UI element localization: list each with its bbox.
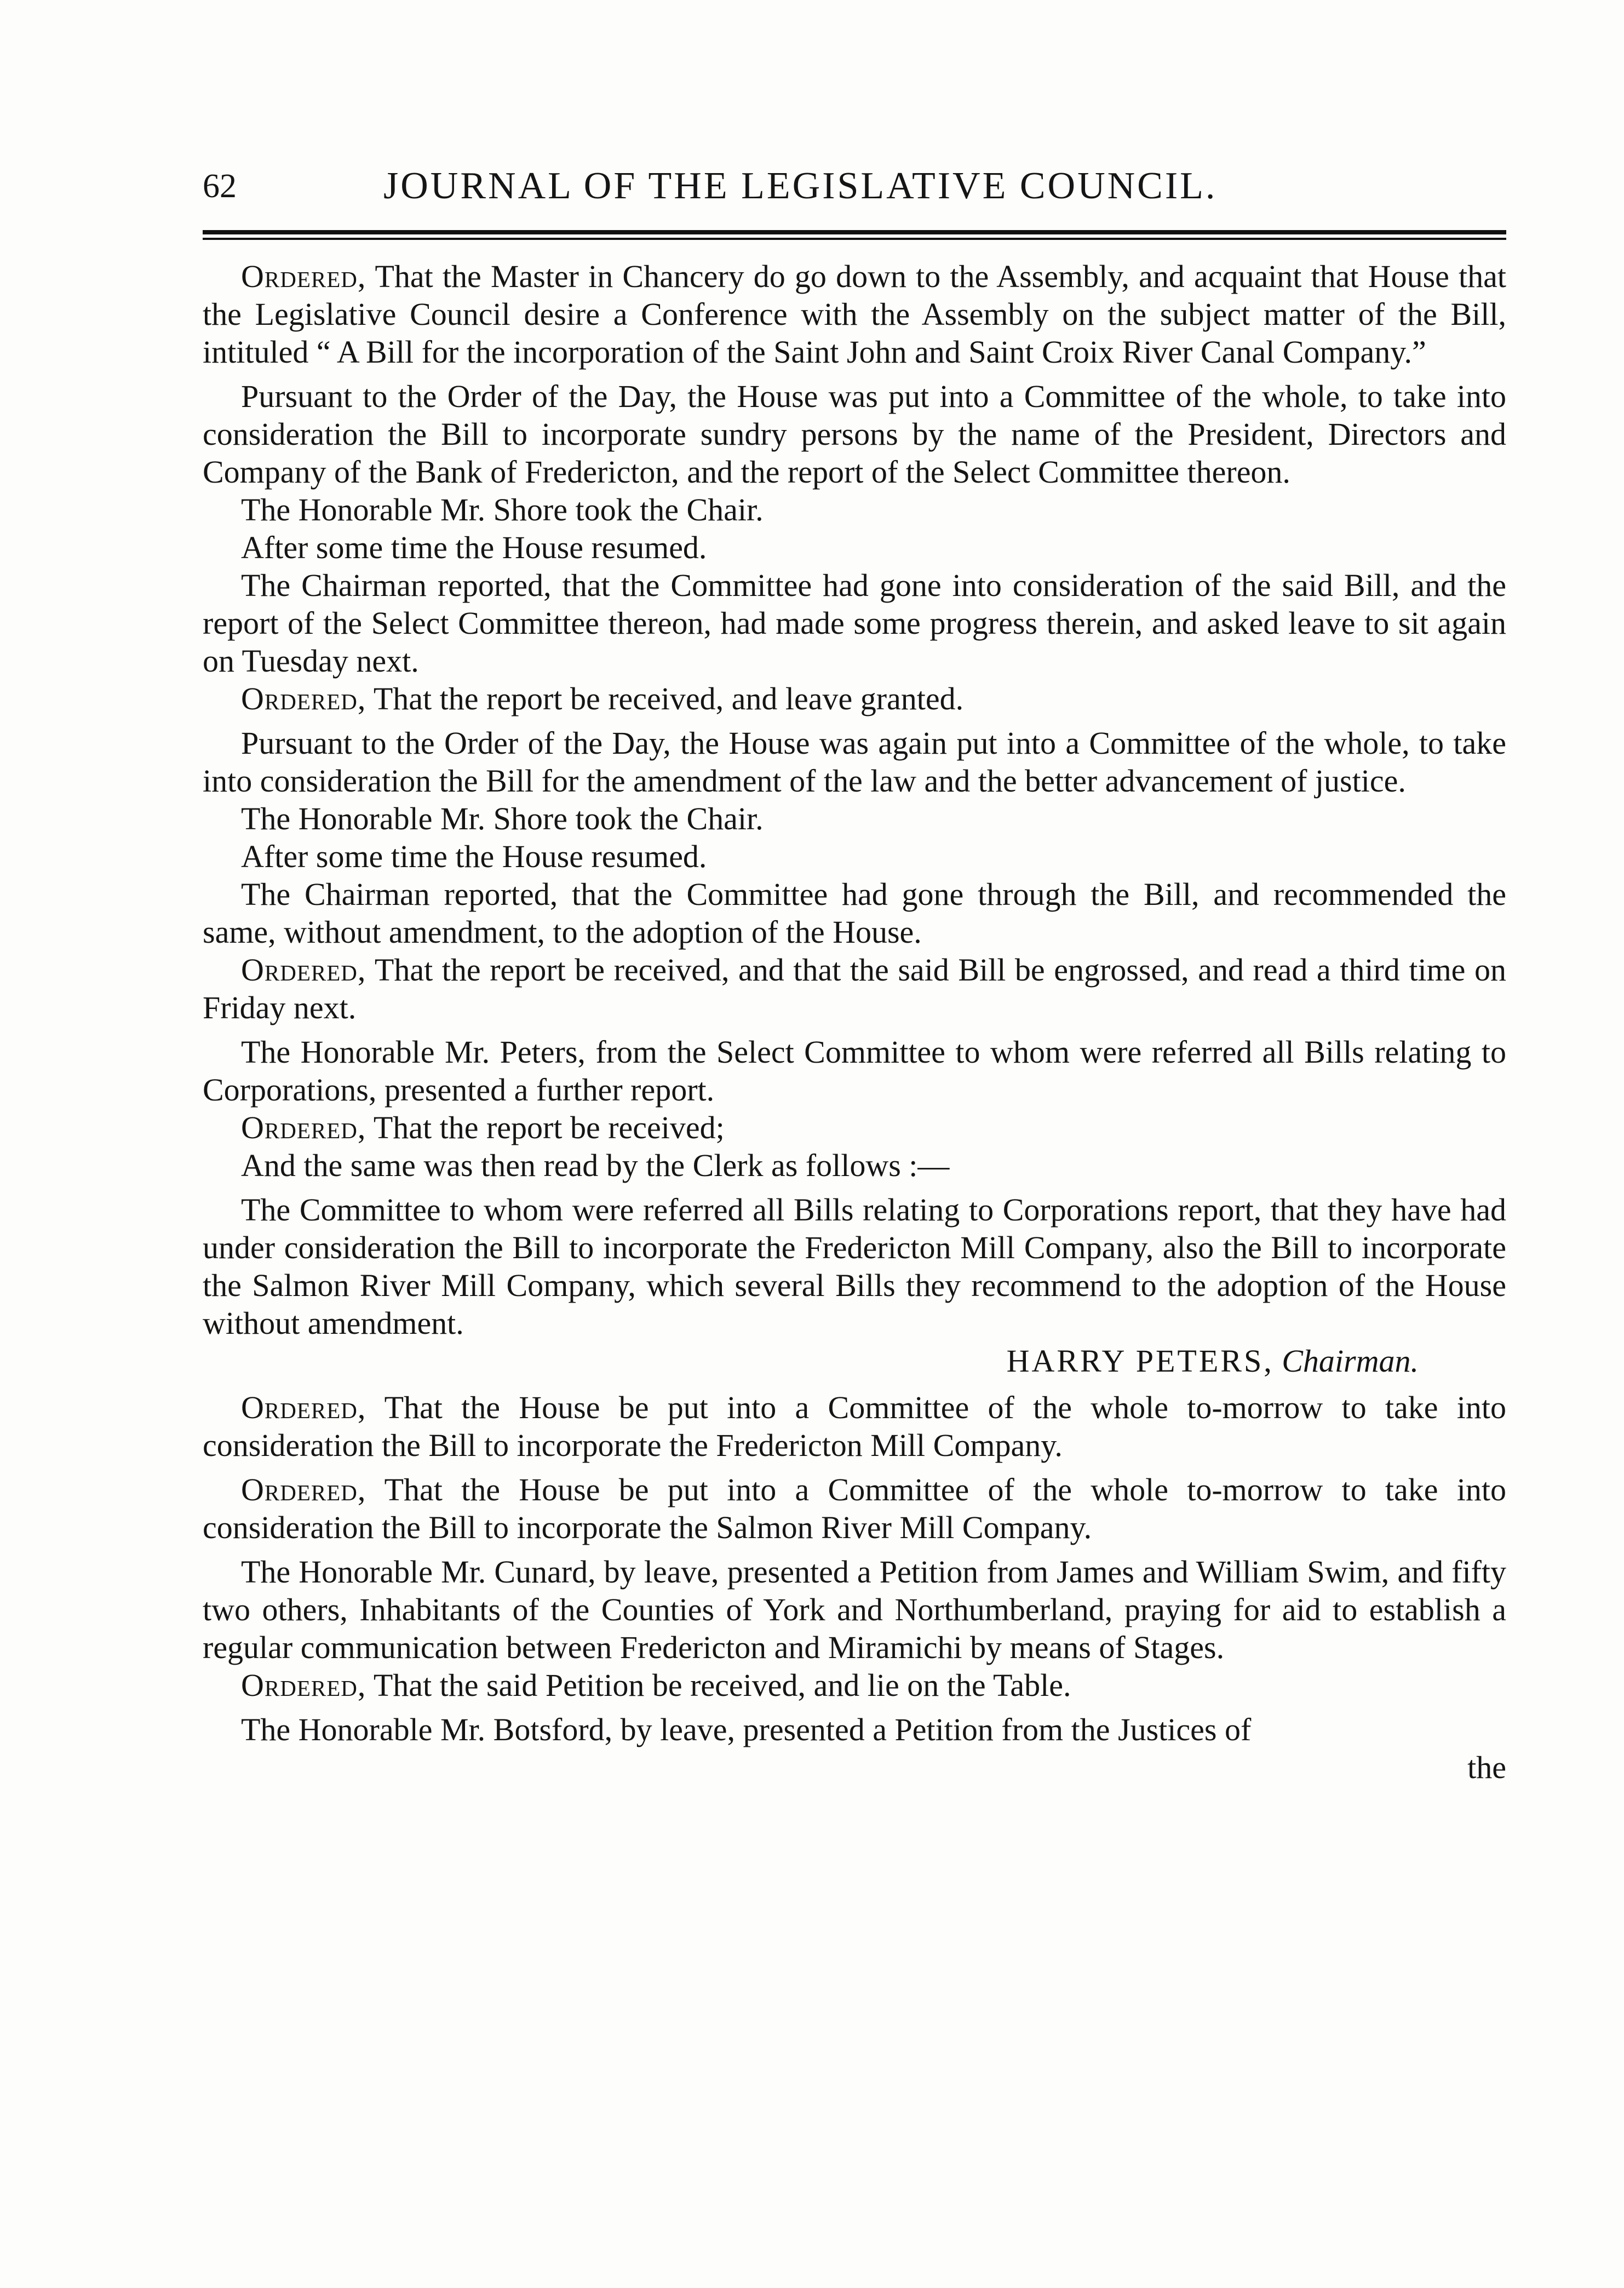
paragraph-text: The Honorable Mr. Botsford, by leave, presented a Petition from the Justices of (241, 1712, 1252, 1747)
paragraph-lead: Ordered, (241, 681, 366, 716)
paragraph-text: That the report be received, and leave granted. (366, 681, 964, 716)
paragraph-text: Pursuant to the Order of the Day, the House was put into a Committee of the whole, to take into consideration the Bill to incorporate sundry persons by the name of the President, Directors and Company of the Bank of Fredericton, and the report of the Select Committee thereon. (203, 379, 1506, 490)
paragraph-text: That the report be received; (366, 1110, 725, 1145)
paragraph (203, 1471, 1506, 1546)
paragraph-text: That the House be put into a Committee of the whole to-morrow to take into consideration the Bill to incorporate the Salmon River Mill Company. (203, 1472, 1506, 1545)
paragraph (203, 377, 1506, 491)
page-header (203, 164, 1506, 225)
paragraph (203, 1146, 1506, 1184)
paragraph (203, 724, 1506, 800)
paragraph-text: After some time the House resumed. (241, 839, 707, 874)
paragraph (203, 951, 1506, 1027)
paragraph-text: That the report be received, and that the said Bill be engrossed, and read a third time on Friday next. (203, 952, 1506, 1025)
paragraph (203, 838, 1506, 875)
paragraph (203, 875, 1506, 951)
header-rule (203, 230, 1506, 240)
paragraph (203, 1109, 1506, 1146)
paragraph-text: The Committee to whom were referred all Bills relating to Corporations report, that they have had under consideration the Bill to incorporate the Fredericton Mill Company, also the Bill to incorporate the Salmon River Mill Company, which several Bills they recommend to the adoption of the House without amendment. (203, 1192, 1506, 1341)
paragraph-lead: Ordered, (241, 1110, 366, 1145)
paragraph (203, 800, 1506, 838)
catchword: the (1467, 1750, 1506, 1785)
paragraph-text: That the House be put into a Committee of the whole to-morrow to take into consideration the Bill to incorporate the Fredericton Mill Company. (203, 1390, 1506, 1463)
paragraph-text: That the Master in Chancery do go down to the Assembly, and acquaint that House that the Legislative Council desire a Conference with the Assembly on the subject matter of the Bill, intituled “ A Bill for the incorporation of the Saint John and Saint Croix River Canal Company.” (203, 259, 1506, 370)
paragraph (203, 1191, 1506, 1342)
paragraph-text: That the said Petition be received, and lie on the Table. (366, 1667, 1071, 1703)
paragraph-text: And the same was then read by the Clerk as follows :— (241, 1148, 950, 1183)
paragraph-text: The Honorable Mr. Peters, from the Select Committee to whom were referred all Bills relating to Corporations, presented a further report. (203, 1034, 1506, 1108)
paragraph-text: The Chairman reported, that the Committee had gone into consideration of the said Bill, and the report of the Select Committee thereon, had made some progress therein, and asked leave to sit again on Tuesday next. (203, 567, 1506, 679)
paragraph-text: The Honorable Mr. Cunard, by leave, presented a Petition from James and William Swim, and fifty two others, Inhabitants of the Counties of York and Northumberland, praying for aid to establish a regular communication between Fredericton and Miramichi by means of Stages. (203, 1554, 1506, 1665)
paragraph-lead: Ordered, (241, 952, 366, 988)
paragraph-text: The Honorable Mr. Shore took the Chair. (241, 492, 764, 527)
paragraph-lead: Ordered, (241, 1390, 366, 1425)
paragraph (203, 1033, 1506, 1109)
paragraph (203, 1711, 1506, 1748)
paragraph-text: The Chairman reported, that the Committee had gone through the Bill, and recommended the same, without amendment, to the adoption of the House. (203, 876, 1506, 950)
signature-title: Chairman. (1282, 1343, 1419, 1379)
paragraph (203, 257, 1506, 371)
paragraph (203, 1553, 1506, 1666)
signature-name: HARRY PETERS, (1006, 1343, 1274, 1379)
paragraph-lead: Ordered, (241, 1472, 366, 1507)
paragraph (203, 1389, 1506, 1464)
paragraph (203, 680, 1506, 718)
body-text (203, 257, 1506, 1786)
paragraph (203, 1666, 1506, 1704)
paragraph-text: The Honorable Mr. Shore took the Chair. (241, 801, 764, 836)
paragraph-text: Pursuant to the Order of the Day, the House was again put into a Committee of the whole, to take into consideration the Bill for the amendment of the law and the better advancement of justice. (203, 725, 1506, 799)
paragraph (203, 491, 1506, 529)
signature (203, 1342, 1506, 1380)
running-title: JOURNAL OF THE LEGISLATIVE COUNCIL. (383, 165, 1218, 207)
paragraph-lead: Ordered, (241, 259, 366, 294)
paragraph (203, 566, 1506, 680)
paragraph-lead: Ordered, (241, 1667, 366, 1703)
page-number: 62 (203, 168, 237, 205)
paragraph (203, 529, 1506, 566)
paragraph-text: After some time the House resumed. (241, 530, 707, 565)
